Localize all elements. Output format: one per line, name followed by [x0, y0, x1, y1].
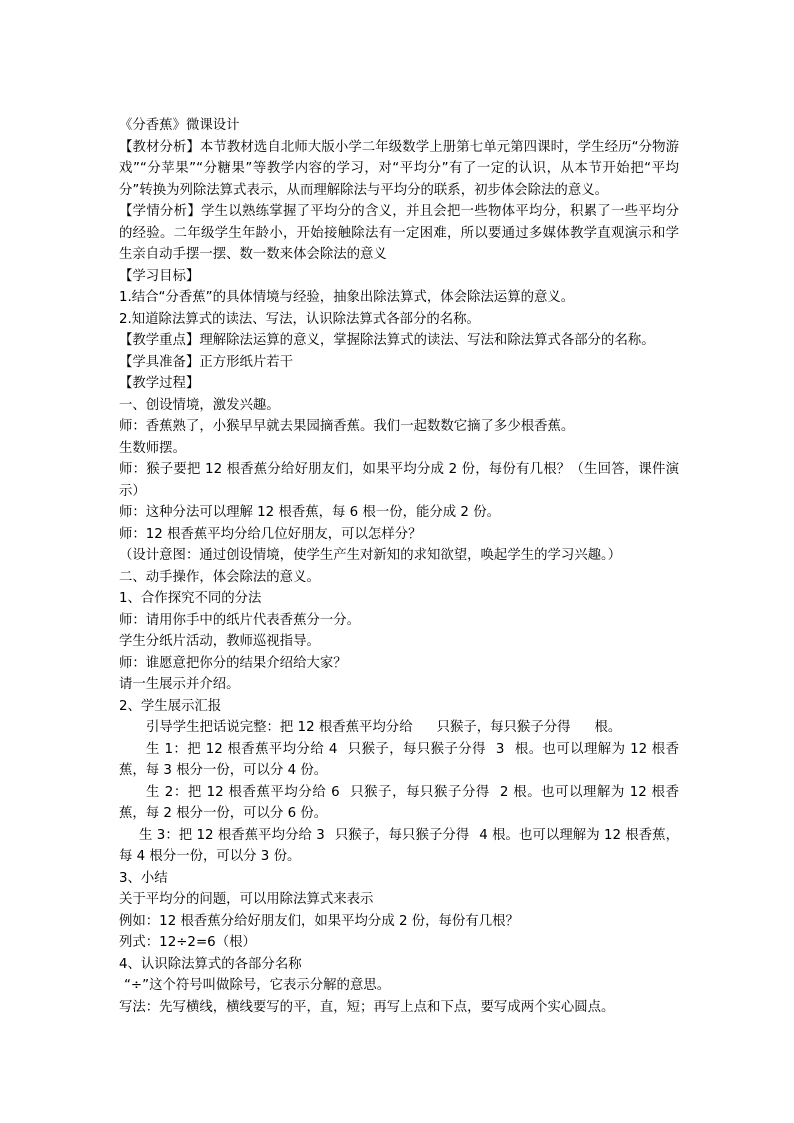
student-2-part-a: 生 2：把 12 根香蕉平均分给 6: [146, 784, 340, 800]
equation-line: 列式：12÷2=6（根）: [119, 935, 256, 950]
student-1-part-d: 根。也可以理解为 12 根香蕉，每 3 根分一份，可以分 4 份。: [119, 741, 679, 778]
student-2-part-c: 2 根。也可以理解为 12 根香蕉，每 2 根分一份，可以分 6 份。: [119, 784, 680, 821]
process-heading: 【教学过程】: [119, 376, 200, 391]
guide-line-part-a: 引导学生把话说完整：把 12 根香蕉平均分给: [146, 720, 413, 735]
student-1-part-c: 3: [495, 741, 505, 757]
goal-2: 2.知道除法算式的读法、写法，认识除法算式各部分的名称。: [119, 311, 480, 327]
teaching-focus: 【教学重点】理解除法运算的意义，掌握除法算式的读法、写法和除法算式各部分的名称。: [119, 333, 655, 348]
student-2-part-b: 只猴子，每只猴子分得: [349, 784, 490, 800]
activity-line: 学生分纸片活动，教师巡视指导。: [119, 634, 320, 649]
teacher-line-1: 师：香蕉熟了，小猴早早就去果园摘香蕉。我们一起数数它摘了多少根香蕉。: [119, 419, 575, 434]
present-line: 请一生展示并介绍。: [119, 677, 240, 692]
student-3-part-b: 只猴子，每只猴子分得: [334, 827, 470, 843]
student-1-line: [119, 739, 679, 782]
student-analysis: 【学情分析】学生以熟练掌握了平均分的含义，并且会把一些物体平均分，积累了一些平均分的经验。二年级学生年龄小，开始接触除法有一定困难，所以要通过多媒体教学直观演示和学生亲自动手摆一摆、数一数来体会除法的意义: [119, 204, 679, 262]
writing-method-line: 写法：先写横线，横线要写的平，直，短；再写上点和下点，要写成两个实心圆点。: [119, 999, 615, 1015]
subsection-1: 1、合作探究不同的分法: [119, 591, 262, 606]
student-count-line: 生数师摆。: [119, 440, 186, 456]
division-symbol-line: “÷”这个符号叫做除号，它表示分解的意思。: [124, 978, 391, 993]
document-body: [119, 115, 679, 1018]
section-1-heading: 一、创设情境，激发兴趣。: [119, 397, 280, 413]
guide-line: [119, 717, 679, 739]
teacher-line-3: 师：这种分法可以理解 12 根香蕉，每 6 根一份，能分成 2 份。: [119, 505, 500, 520]
student-3-line: [119, 825, 679, 868]
design-intent: （设计意图：通过创设情境，使学生产生对新知的求知欲望，唤起学生的学习兴趣。）: [119, 548, 622, 563]
subsection-4: 4、认识除法算式的各部分名称: [119, 956, 302, 972]
student-2-line: [119, 782, 679, 825]
guide-line-part-b: 只猴子，每只猴子分得: [436, 720, 571, 735]
doc-title: 《分香蕉》微课设计: [119, 118, 240, 133]
learning-goals-heading: 【学习目标】: [119, 268, 200, 284]
subsection-2: 2、学生展示汇报: [119, 698, 222, 714]
student-3-part-a: 生 3：把 12 根香蕉平均分给 3: [139, 827, 325, 843]
materials: 【学具准备】正方形纸片若干: [119, 354, 294, 370]
section-2-heading: 二、动手操作，体会除法的意义。: [119, 569, 320, 585]
teacher-line-2: 师：猴子要把 12 根香蕉分给好朋友们，如果平均分成 2 份，每份有几根？（生回答，课件演示）: [119, 462, 679, 499]
summary-line-1: 关于平均分的问题，可以用除法算式来表示: [119, 892, 374, 907]
teacher-line-4: 师：12 根香蕉平均分给几位好朋友，可以怎样分？: [119, 526, 422, 542]
student-1-part-a: 生 1：把 12 根香蕉平均分给 4: [146, 741, 338, 757]
student-3-part-c: 4 根。也可以理解为 12 根香蕉，每 4 根分一份，可以分 3 份。: [119, 827, 680, 864]
textbook-analysis: 【教材分析】本节教材选自北师大版小学二年级数学上册第七单元第四课时，学生经历“分物游戏”“分苹果”“分糖果”等教学内容的学习，对“平均分”有了一定的认识，从本节开始把“平均分”转换为列除法算式表示，从而理解除法与平均分的联系，初步体会除法的意义。: [119, 139, 679, 198]
teacher-line-6: 师：谁愿意把你分的结果介绍给大家？: [119, 655, 347, 671]
goal-1: 1.结合“分香蕉”的具体情境与经验，抽象出除法算式，体会除法运算的意义。: [119, 290, 575, 305]
guide-line-part-c: 根。: [594, 720, 622, 735]
student-1-part-b: 只猴子，每只猴子分得: [347, 741, 486, 757]
teacher-line-5: 师：请用你手中的纸片代表香蕉分一分。: [119, 612, 361, 628]
summary-heading: 3、小结: [119, 870, 168, 886]
example-line: 例如：12 根香蕉分给好朋友们，如果平均分成 2 份，每份有几根？: [119, 913, 519, 929]
